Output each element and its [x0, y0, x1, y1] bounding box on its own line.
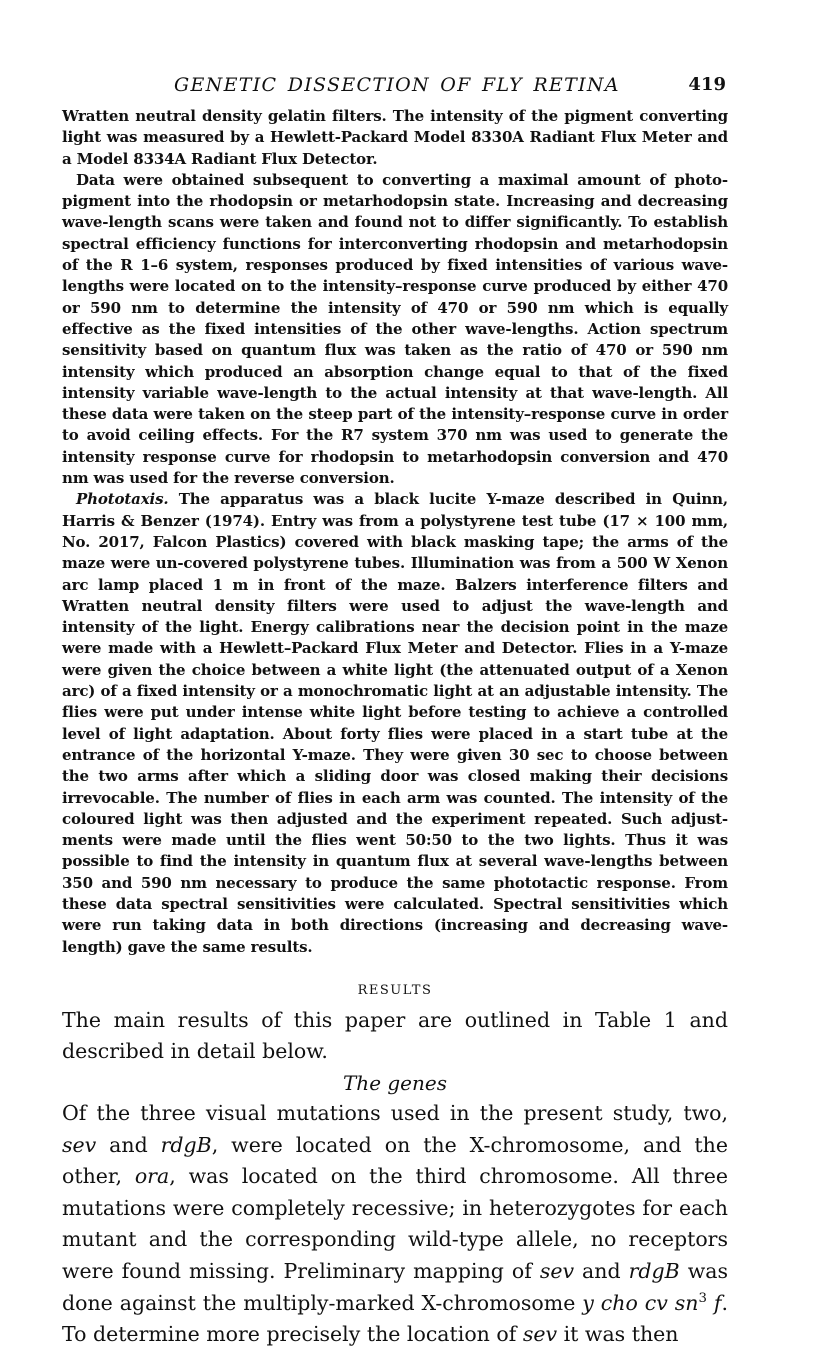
gene-ora: ora	[134, 1164, 170, 1189]
methods-paragraph-3	[62, 489, 728, 958]
gene-sev: sev	[62, 1132, 97, 1157]
running-head	[62, 74, 728, 106]
results-intro: The main results of this paper are outlined in Table 1 and described in detail below.	[62, 1007, 728, 1064]
results-heading: RESULTS	[357, 982, 433, 998]
phototaxis-runin-heading: Phototaxis.	[76, 490, 169, 509]
methods-paragraph-2: Data were obtained subsequent to converting a maximal amount of photo-pigment into the rhodopsin or metarhodopsin state. Increasing and decreasing wave-length scans were taken and found not to differ significantly. To establish spectral efficiency functions for interconverting rhodopsin and metarhodopsin of the R 1–6 system, responses produced by fixed intensities of various wave-lengths were located on to the intensity–response curve produced by either 470 or 590 nm to determine the intensity of 470 or 590 nm which is equally effective as the fixed intensities of the other wave-lengths. Action spectrum sensitivity based on quantum flux was taken as the ratio of 470 or 590 nm intensity which produced an absorption change equal to that of the fixed intensity variable wave-length to the actual intensity at that wave-length. All these data were taken on the steep part of the intensity–response curve in order to avoid ceiling effects. For the R7 system 370 nm was used to generate the intensity response curve for rhodopsin to metarhodopsin conversion and 470 nm was used for the reverse conversion.	[62, 170, 728, 488]
marker-f: f	[706, 1290, 722, 1315]
phototaxis-text: The apparatus was a black lucite Y-maze described in Quinn, Harris & Benzer (1974). Entry was from a polystyrene test tube (17 × 100 mm, No. 2017, Falcon Plastics) covered with black masking tape; the arms of the maze were un-covered polystyrene tubes. Illumination was from a 500 W Xenon arc lamp placed 1 m in front of the maze. Balzers interference filters and Wratten neutral density filters were used to adjust the wave-length and intensity of the light. Energy calibrations near the decision point in the maze were made with a Hewlett–Packard Flux Meter and Detector. Flies in a Y-maze were given the choice between a white light (the attenuated output of a Xenon arc) of a fixed intensity or a monochromatic light at an adjustable intensity. The flies were put under intense white light before testing to achieve a controlled level of light adaptation. About forty flies were placed in a start tube at the entrance of the horizontal Y-maze. They were given 30 sec to choose between the two arms after which a sliding door was closed making their decisions irrevocable. The number of flies in each arm was counted. The intensity of the coloured light was then adjusted and the experiment repeated. Such adjust-ments were made until the flies went 50:50 to the two lights. Thus it was possible to find the intensity in quantum flux at several wave-lengths between 350 and 590 nm necessary to produce the same phototactic response. From these data spectral sensitivities were calculated. Spectral sensitivities which were run taking data in both directions (increasing and decreasing wave-length) gave the same results.	[62, 490, 728, 956]
page-number: 419	[688, 74, 726, 95]
subheading-the-genes: The genes	[342, 1071, 448, 1096]
page	[62, 74, 728, 1351]
running-title: GENETIC DISSECTION OF FLY RETINA	[174, 74, 620, 96]
methods-paragraph-1: Wratten neutral density gelatin filters. The intensity of the pigment converting light was measured by a Hewlett-Packard Model 8330A Radiant Flux Meter and a Model 8334A Radiant Flux Detector.	[62, 107, 728, 168]
gene-rdgB: rdgB	[628, 1259, 680, 1284]
gene-sev: sev	[539, 1259, 575, 1284]
chromosome-markers: y cho cv sn	[582, 1290, 699, 1315]
methods-section	[62, 106, 728, 958]
marker-superscript: 3	[698, 1290, 707, 1306]
genes-paragraph: Of the three visual mutations used in the present study, two, sev and rdgB, were located on the X-chromosome, and the other, ora, was located on the third chromosome. All three mutations were completely recessive; in heterozygotes for each mutant and the corresponding wild-type allele, no receptors were found missing. Preliminary mapping of sev and rdgB was done against the multiply-marked X-chromosome y cho cv $sn^3$ f. To determine more precisely the location of sev it was then	[62, 1101, 729, 1347]
gene-rdgB: rdgB	[160, 1132, 212, 1157]
results-section	[62, 983, 728, 1351]
gene-sev: sev	[522, 1322, 558, 1347]
